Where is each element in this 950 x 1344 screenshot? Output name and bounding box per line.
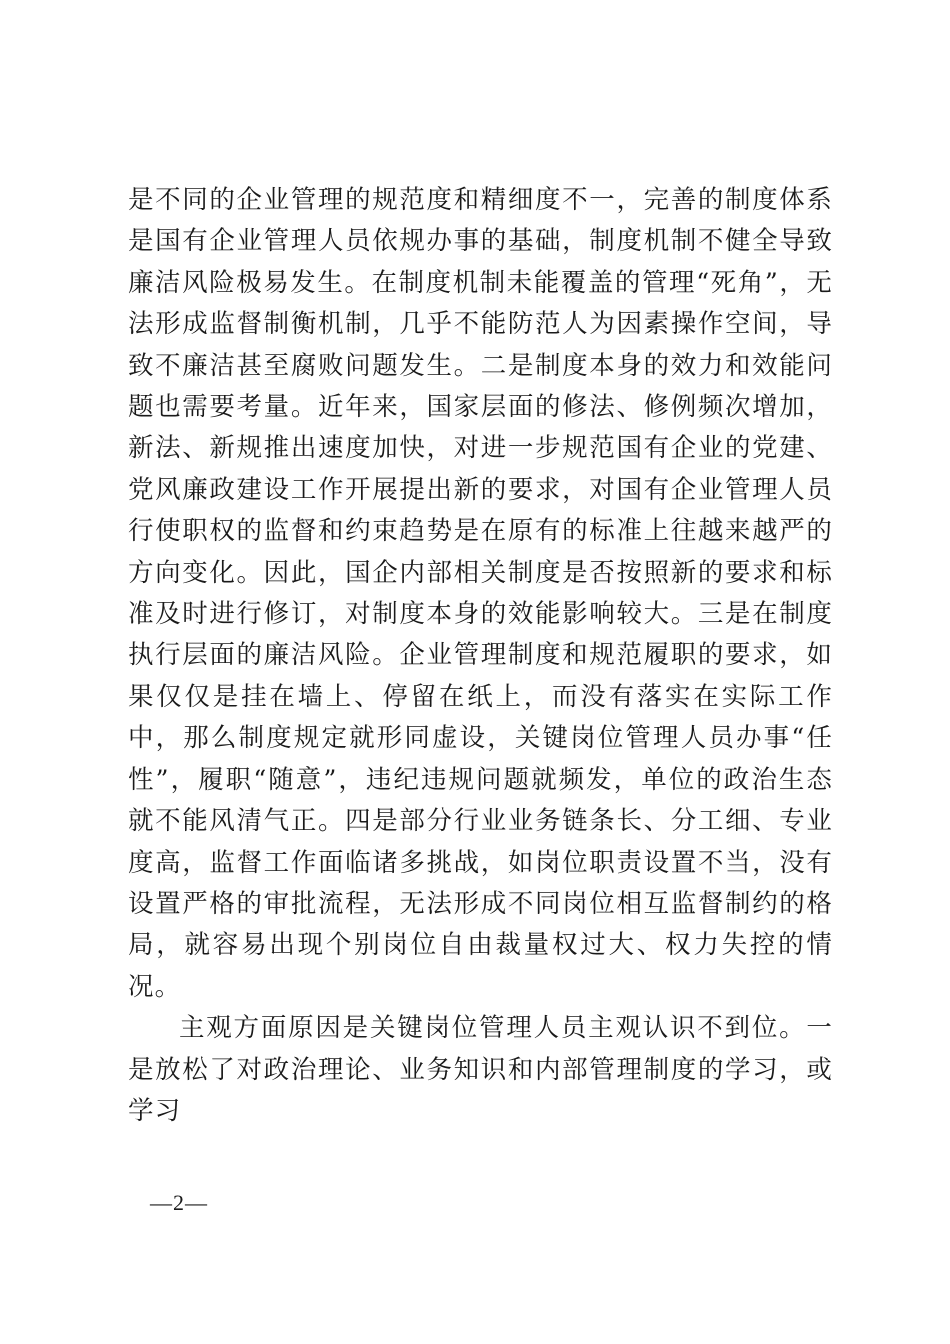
paragraph-2: 主观方面原因是关键岗位管理人员主观认识不到位。一是放松了对政治理论、业务知识和内部管理制度的学习，或学习 [128, 1013, 833, 1126]
body-text [128, 180, 833, 1132]
paragraph-1: 是不同的企业管理的规范度和精细度不一，完善的制度体系是国有企业管理人员依规办事的基础，制度机制不健全导致廉洁风险极易发生。在制度机制未能覆盖的管理“死角”，无法形成监督制衡机制，几乎不能防范人为因素操作空间，导致不廉洁甚至腐败问题发生。二是制度本身的效力和效能问题也需要考量。近年来，国家层面的修法、修例频次增加，新法、新规推出速度加快，对进一步规范国有企业的党建、党风廉政建设工作开展提出新的要求，对国有企业管理人员行使职权的监督和约束趋势是在原有的标准上往越来越严的方向变化。因此，国企内部相关制度是否按照新的要求和标准及时进行修订，对制度本身的效能影响较大。三是在制度执行层面的廉洁风险。企业管理制度和规范履职的要求，如果仅仅是挂在墙上、停留在纸上，而没有落实在实际工作中，那么制度规定就形同虚设，关键岗位管理人员办事“任性”，履职“随意”，违纪违规问题就频发，单位的政治生态就不能风清气正。四是部分行业业务链条长、分工细、专业度高，监督工作面临诸多挑战，如岗位职责设置不当，没有设置严格的审批流程，无法形成不同岗位相互监督制约的格局，就容易出现个别岗位自由裁量权过大、权力失控的情况。 [128, 185, 833, 1002]
page-number: —2— [150, 1190, 208, 1215]
